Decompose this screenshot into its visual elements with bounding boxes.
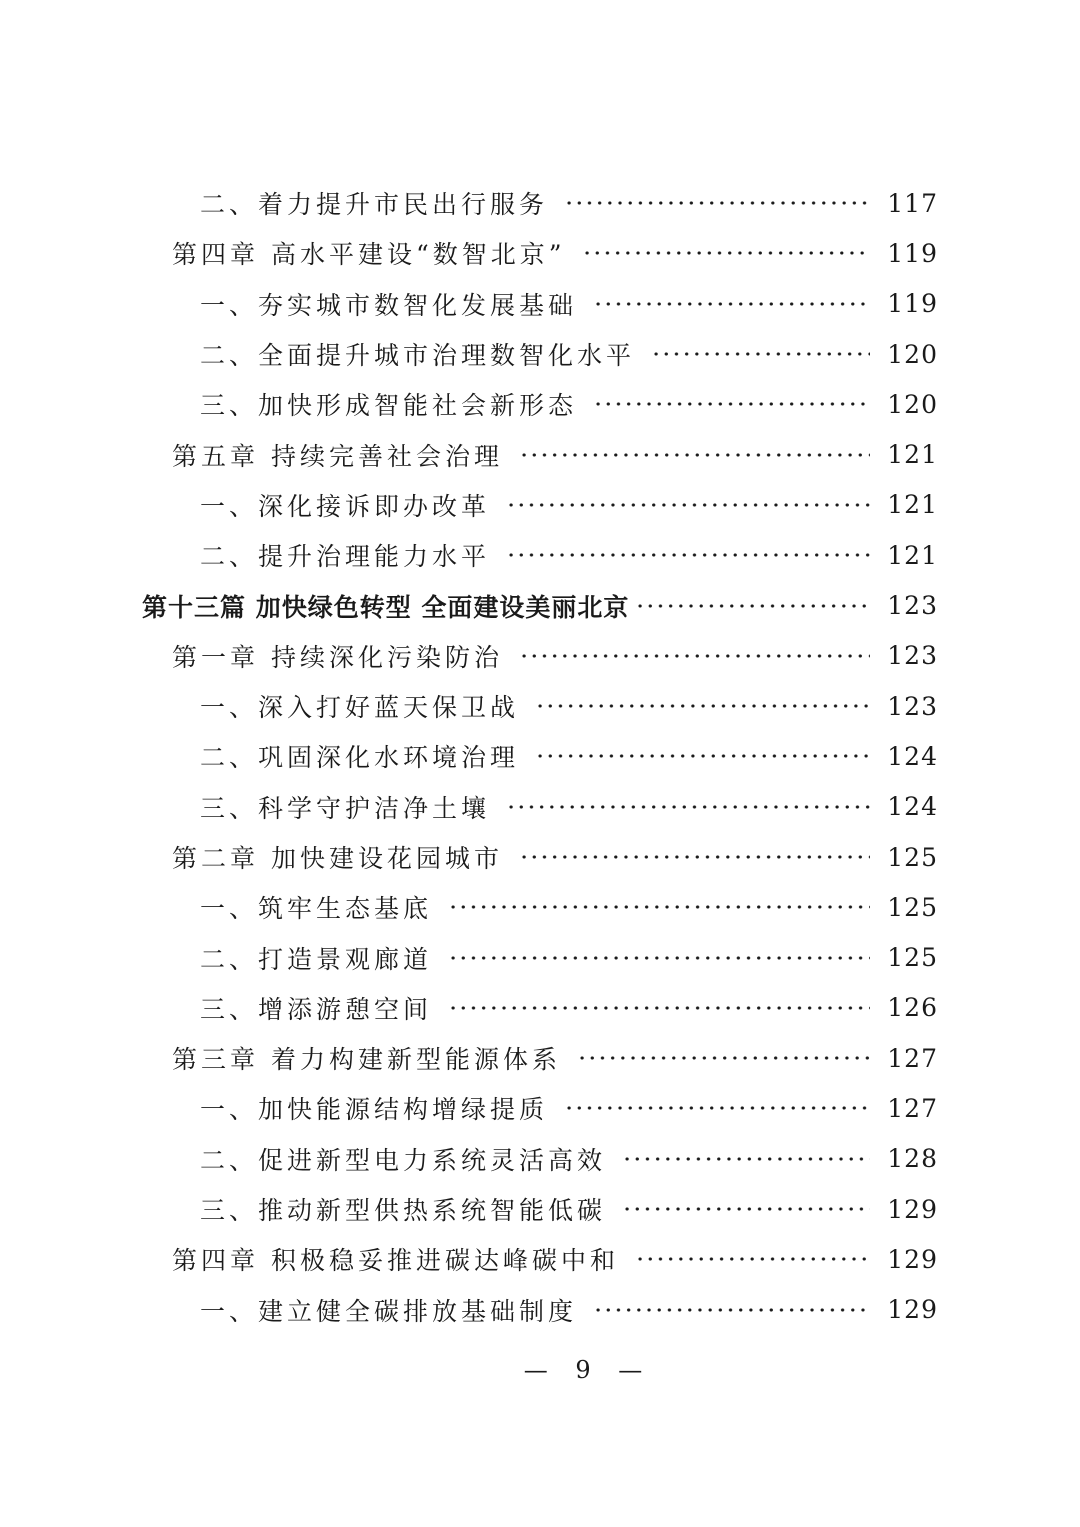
toc-entry-section <box>0 379 1080 429</box>
dot-leader <box>577 1033 870 1083</box>
toc-entry-title: 第一章 持续深化污染防治 <box>172 642 503 672</box>
toc-entry-page-number: 121 <box>887 440 938 470</box>
dot-leader <box>564 1083 870 1133</box>
toc-entry-section <box>0 279 1080 329</box>
toc-entry-section <box>0 329 1080 379</box>
toc-entry-page-number: 117 <box>887 188 938 218</box>
toc-entry-title: 二、促进新型电力系统灵活高效 <box>200 1145 607 1175</box>
toc-entry-page-number: 119 <box>887 238 938 268</box>
toc-entry-section <box>0 480 1080 530</box>
toc-entry-title: 三、推动新型供热系统智能低碳 <box>200 1196 607 1226</box>
toc-entry-title: 第三章 着力构建新型能源体系 <box>172 1045 561 1075</box>
toc-entry-section <box>0 1083 1080 1133</box>
toc-entry-title: 一、夯实城市数智化发展基础 <box>200 290 578 320</box>
toc-entry-page-number: 128 <box>887 1144 938 1174</box>
toc-entry-page-number: 127 <box>887 1093 938 1123</box>
toc-entry-page-number: 124 <box>887 792 938 822</box>
dot-leader <box>651 329 870 379</box>
dot-leader <box>519 631 870 681</box>
dot-leader <box>564 178 870 228</box>
toc-entry-title: 第二章 加快建设花园城市 <box>172 844 503 873</box>
toc-entry-chapter <box>0 631 1080 681</box>
toc-entry-title: 二、提升治理能力水平 <box>200 542 491 572</box>
toc-entry-page-number: 126 <box>887 993 938 1023</box>
toc-entry-page-number: 129 <box>887 1244 938 1274</box>
toc-entry-chapter <box>0 1033 1080 1083</box>
toc-entry-section <box>0 782 1080 832</box>
toc-entry-title: 二、巩固深化水环境治理 <box>200 743 520 773</box>
toc-entry-page-number: 123 <box>887 591 938 621</box>
toc-entry-title: 三、增添游憩空间 <box>200 994 433 1024</box>
dot-leader <box>635 580 870 630</box>
dot-leader <box>622 1134 870 1184</box>
toc-entry-title: 二、打造景观廊道 <box>200 944 433 974</box>
toc-entry-chapter <box>0 429 1080 479</box>
toc-entry-section <box>0 932 1080 982</box>
dot-leader <box>448 983 870 1033</box>
toc-entry-title: 第四章 高水平建设“数智北京” <box>172 240 566 270</box>
toc-entry-part <box>0 580 1080 630</box>
dot-leader <box>519 429 870 479</box>
toc-entry-title: 一、加快能源结构增绿提质 <box>200 1095 549 1125</box>
toc-entry-chapter <box>0 832 1080 882</box>
dot-leader <box>622 1184 870 1234</box>
toc-entry-page-number: 127 <box>887 1043 938 1073</box>
dot-leader <box>448 882 870 932</box>
toc-entry-title: 三、科学守护洁净土壤 <box>200 793 491 823</box>
toc-entry-title: 一、筑牢生态基底 <box>200 894 433 924</box>
toc-entry-chapter <box>0 1234 1080 1284</box>
toc-entry-page-number: 125 <box>887 943 938 973</box>
toc-entry-page-number: 125 <box>887 892 938 922</box>
dot-leader <box>506 782 870 832</box>
toc-entry-chapter <box>0 228 1080 278</box>
toc-entry-page-number: 121 <box>887 490 938 520</box>
toc-entry-title: 一、深入打好蓝天保卫战 <box>200 693 520 723</box>
dot-leader <box>448 932 870 982</box>
toc-entry-title: 第十三篇 加快绿色转型 全面建设美丽北京 <box>142 592 630 622</box>
toc-entry-section <box>0 178 1080 228</box>
dot-leader <box>635 1234 870 1284</box>
toc-entry-page-number: 129 <box>887 1295 938 1325</box>
toc-entry-title: 第四章 积极稳妥推进碳达峰碳中和 <box>172 1246 619 1276</box>
toc-entry-page-number: 125 <box>887 842 938 872</box>
toc-entry-section <box>0 1134 1080 1184</box>
toc-entry-title: 二、着力提升市民出行服务 <box>200 190 549 220</box>
toc-entry-section <box>0 1184 1080 1234</box>
dot-leader <box>535 681 870 731</box>
dot-leader <box>519 832 870 882</box>
toc-entry-page-number: 123 <box>887 641 938 671</box>
toc-entry-page-number: 120 <box>887 389 938 419</box>
dot-leader <box>593 1285 870 1335</box>
dot-leader <box>535 731 870 781</box>
dot-leader <box>593 379 870 429</box>
dot-leader <box>506 480 870 530</box>
toc-entry-page-number: 129 <box>887 1194 938 1224</box>
toc-entry-page-number: 123 <box>887 691 938 721</box>
page-number: — 9 — <box>523 1356 653 1384</box>
toc-entry-section <box>0 983 1080 1033</box>
toc-entry-page-number: 119 <box>887 289 938 319</box>
toc-entry-section <box>0 882 1080 932</box>
toc-entry-page-number: 124 <box>887 741 938 771</box>
dot-leader <box>506 530 870 580</box>
toc-entry-title: 三、加快形成智能社会新形态 <box>200 391 578 421</box>
toc-entry-title: 一、建立健全碳排放基础制度 <box>200 1296 578 1326</box>
toc-entry-page-number: 120 <box>887 339 938 369</box>
dot-leader <box>593 279 870 329</box>
toc-entry-section <box>0 731 1080 781</box>
toc-entry-section <box>0 530 1080 580</box>
toc-entry-title: 第五章 持续完善社会治理 <box>172 441 503 471</box>
toc-entry-section <box>0 1285 1080 1335</box>
toc-entry-section <box>0 681 1080 731</box>
toc-entry-page-number: 121 <box>887 540 938 570</box>
dot-leader <box>582 228 870 278</box>
table-of-contents <box>0 178 1080 1335</box>
toc-entry-title: 一、深化接诉即办改革 <box>200 491 491 521</box>
toc-entry-title: 二、全面提升城市治理数智化水平 <box>200 341 636 371</box>
